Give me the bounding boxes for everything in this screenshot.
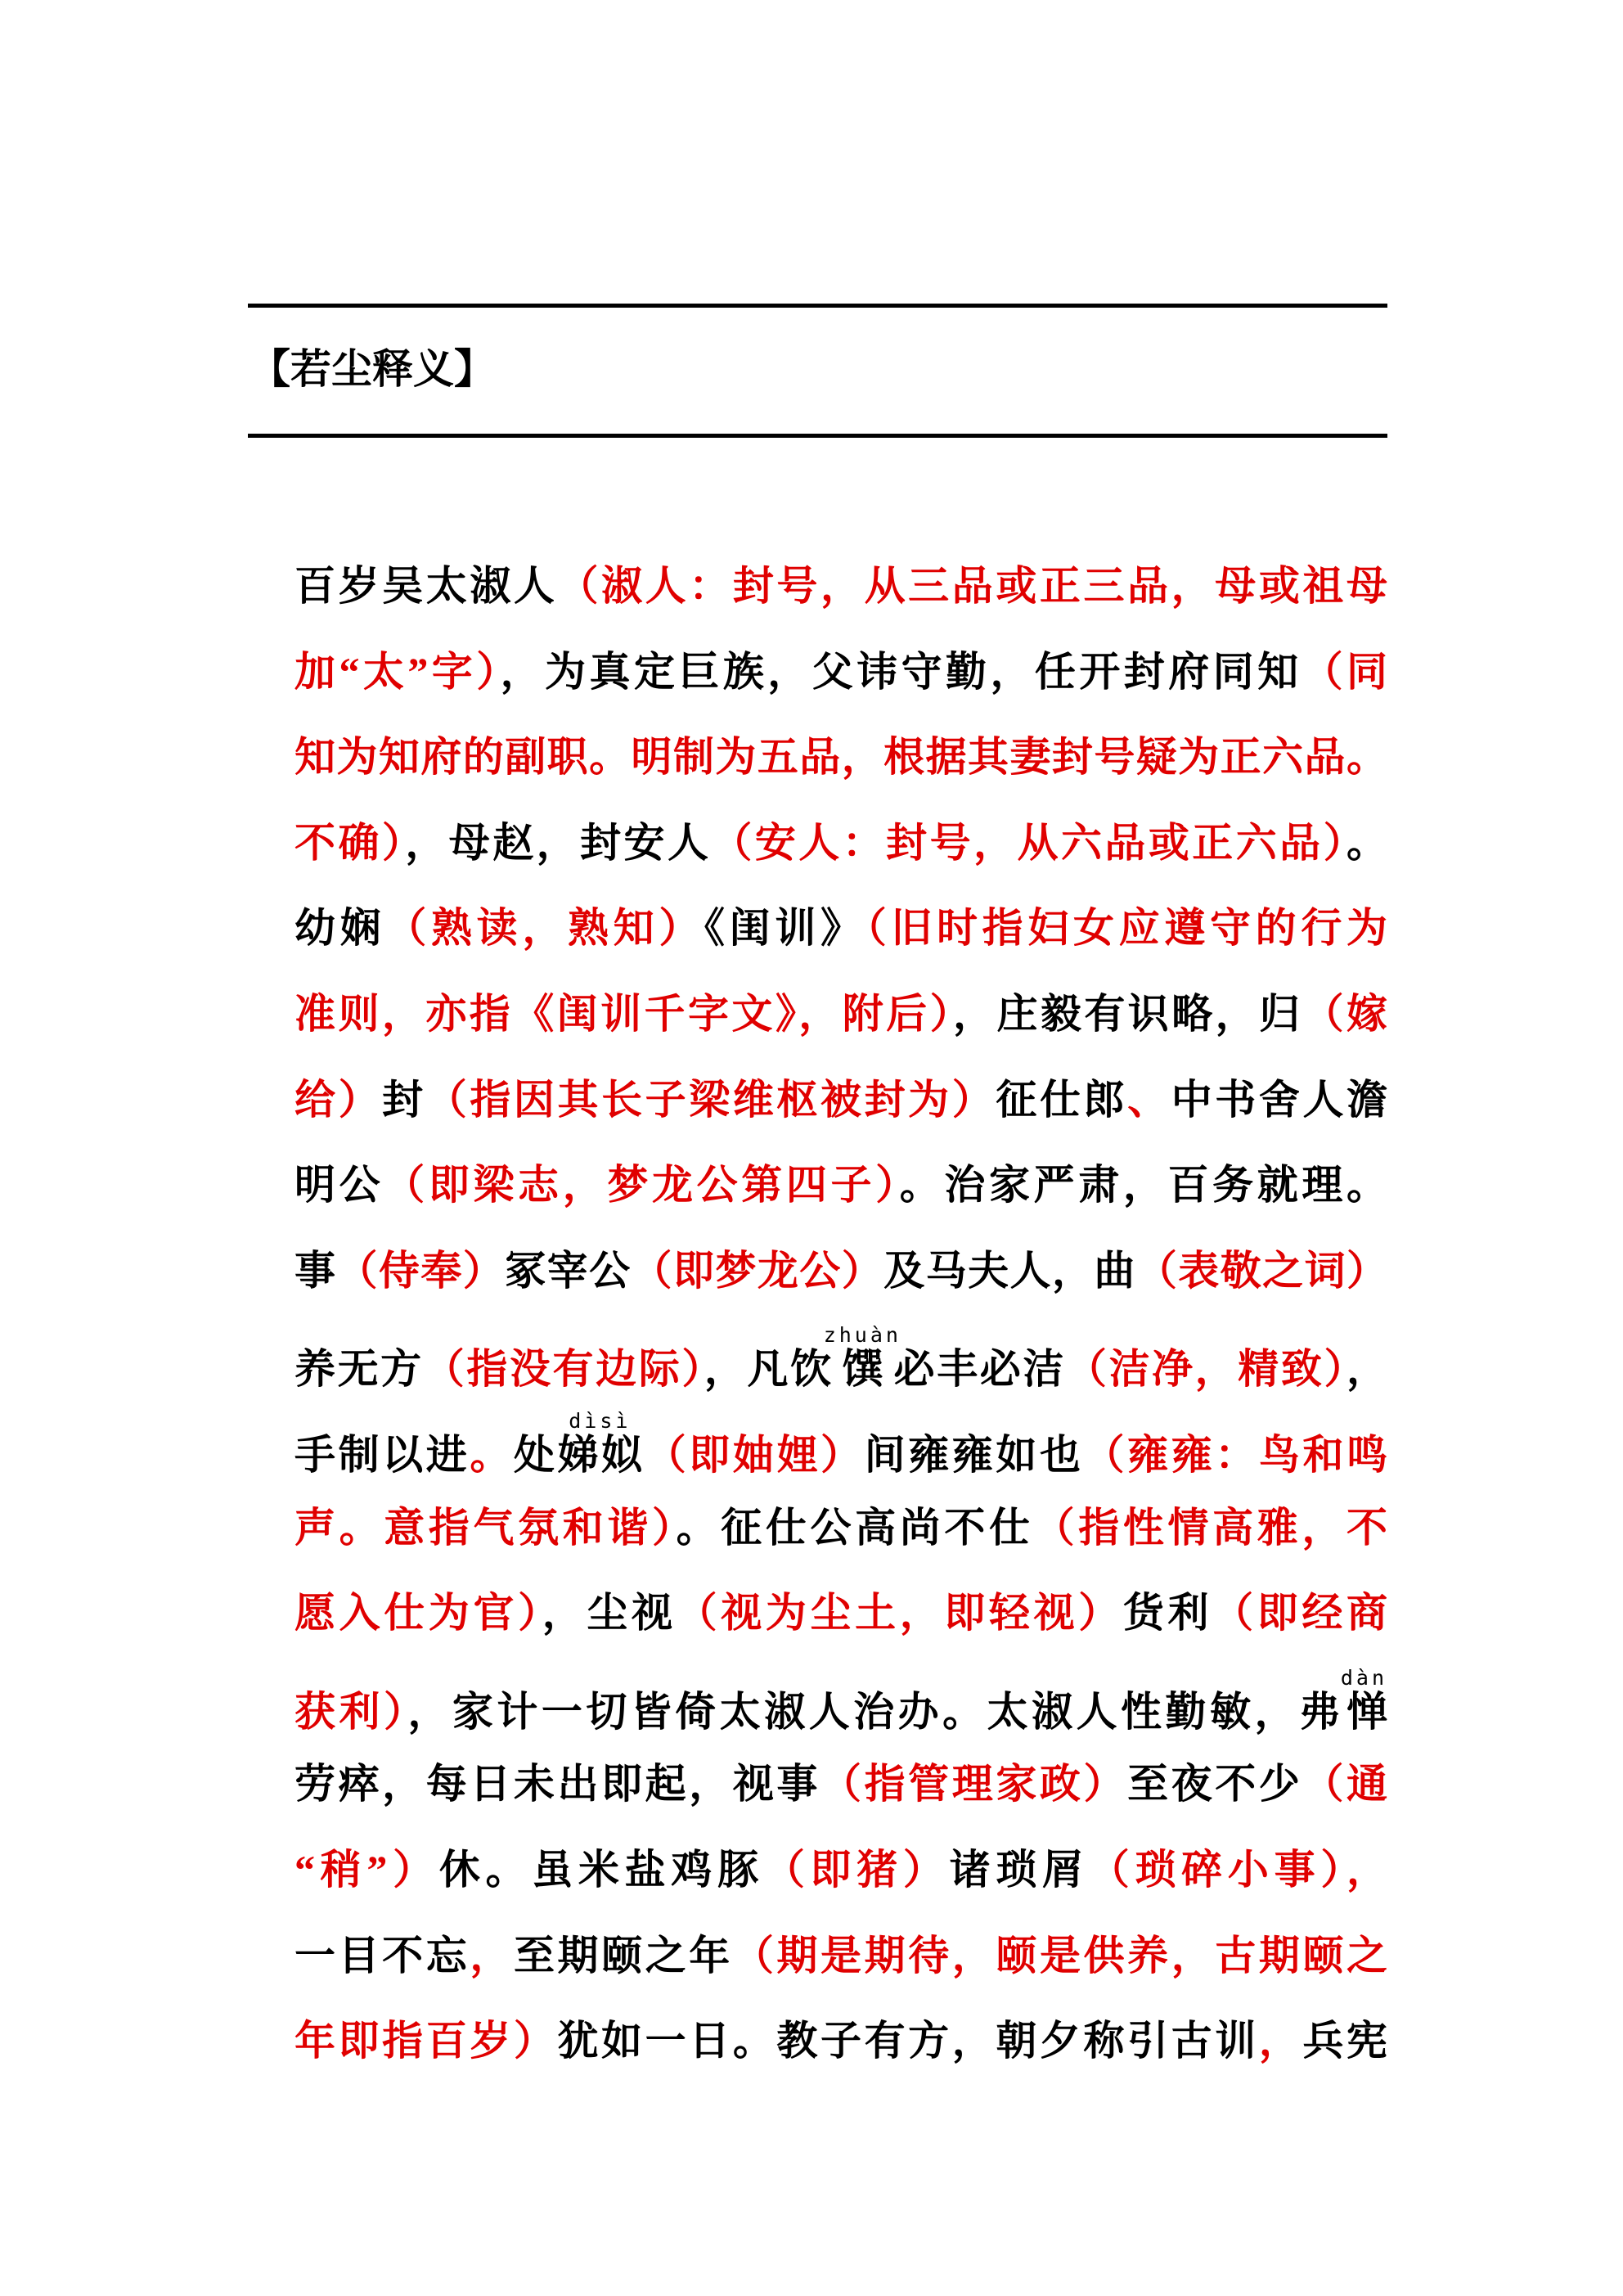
body-text: 手制以进	[294, 1431, 470, 1478]
body-text: 中书舍人澹	[1171, 1076, 1388, 1123]
annotation-text: ，	[470, 1932, 514, 1979]
body-text: 征仕郎	[996, 1076, 1128, 1123]
ruby-annotated-char	[1340, 1665, 1388, 1735]
body-text: 惮	[1340, 1688, 1388, 1735]
annotation-text: （雍雍：鸟和鸣	[1083, 1431, 1388, 1478]
annotation-text: 加“太”字）	[294, 648, 501, 695]
text-line	[294, 971, 1387, 1057]
annotation-text: （表敬之词）	[1135, 1247, 1388, 1294]
annotation-text: （嫁	[1302, 990, 1388, 1037]
body-text: 冢宰公	[505, 1247, 632, 1294]
text-line	[294, 1913, 1387, 1999]
annotation-text: 、	[1127, 1076, 1171, 1123]
body-text: 事	[294, 1247, 337, 1294]
annotation-text: （琐碎小事），	[1088, 1846, 1388, 1893]
annotation-text: （即经商	[1212, 1590, 1387, 1636]
annotation-text: 不确）	[294, 819, 406, 866]
text-line	[294, 714, 1387, 800]
text-line	[294, 543, 1387, 629]
body-text: 间雍雍如也	[864, 1431, 1084, 1478]
body-text: 幼娴	[294, 905, 386, 952]
annotation-text: （即猪）	[763, 1846, 950, 1893]
annotation-text: （期是期待，颐是供养，古期颐之	[732, 1932, 1388, 1979]
body-text: 诸琐屑	[949, 1846, 1089, 1893]
text-line	[294, 1570, 1387, 1656]
body-text: 娣姒	[557, 1431, 645, 1478]
text-line	[294, 885, 1387, 971]
text-line	[294, 1998, 1387, 2084]
body-text: 及马夫人，曲	[883, 1247, 1136, 1294]
body-text: 。	[1347, 819, 1388, 866]
top-rule	[248, 304, 1387, 308]
body-text: 犹如一日。教子有方，朝夕称引古训	[557, 2018, 1259, 2064]
pinyin-reading: dìsì	[557, 1408, 643, 1433]
annotation-text: （洁净，精致）	[1065, 1346, 1347, 1393]
body-text: ，母赵，封安人	[405, 819, 712, 866]
body-text: 《闺训》	[704, 905, 866, 952]
body-text: 一目不忘	[294, 1932, 470, 1979]
annotation-text: （安人：封号，从六品或正六品）	[711, 819, 1347, 866]
annotation-text: “稍”）	[294, 1846, 439, 1893]
annotation-text: 给）	[294, 1076, 383, 1123]
body-text: 。治家严肃，百务就理。	[899, 1162, 1387, 1209]
annotation-text: （视为尘土，即轻视）	[676, 1590, 1123, 1636]
section-heading: 【若尘释义】	[250, 346, 495, 392]
body-text: 百岁吴太淑人	[294, 563, 558, 609]
annotation-text: （侍奉）	[336, 1247, 506, 1294]
annotation-text: （指因其长子梁维枢被封为）	[425, 1076, 996, 1123]
body-text: 至期颐之年	[513, 1932, 733, 1979]
body-text: ，凡饮	[704, 1346, 834, 1393]
text-line	[294, 1665, 1388, 1755]
text-line	[294, 800, 1387, 886]
annotation-text: （指性情高雅，不	[1033, 1504, 1387, 1551]
pinyin-reading: zhuàn	[823, 1323, 901, 1348]
text-line	[294, 1142, 1387, 1228]
body-text: ，庄毅有识略，归	[953, 990, 1303, 1037]
annotation-text: （淑人：封号，从三品或正三品，母或祖母	[557, 563, 1387, 609]
annotation-text: 年即指百岁）	[294, 2018, 558, 2064]
body-text: 休。虽米盐鸡豚	[438, 1846, 764, 1893]
body-text: 兵宪	[1302, 2018, 1388, 2064]
annotation-text: （通	[1302, 1761, 1388, 1808]
text-line	[294, 1323, 1388, 1412]
bottom-rule	[248, 434, 1387, 438]
body-text: 货利	[1122, 1590, 1213, 1636]
text-line	[294, 629, 1387, 715]
body-text: 封	[382, 1076, 426, 1123]
body-text: 必丰必洁	[891, 1346, 1066, 1393]
ruby-annotated-char	[557, 1408, 645, 1478]
body-text: 至夜不少	[1127, 1761, 1303, 1808]
body-text: ，家计一切皆倚太淑人治办。太淑人性勤敏，弗	[407, 1688, 1344, 1735]
annotation-text: ，	[1258, 2018, 1303, 2064]
annotation-text: （指管理家政）	[820, 1761, 1128, 1808]
text-line	[294, 1408, 1388, 1498]
ruby-annotated-char	[823, 1323, 901, 1393]
annotation-text: （即梁志，梦龙公第四子）	[384, 1162, 900, 1209]
text-line	[294, 1057, 1387, 1143]
annotation-text: （指没有边际）	[423, 1346, 704, 1393]
body-text: ，为真定巨族，父讳守勤，任开封府同知	[500, 648, 1302, 695]
annotation-text: （即妯娌）	[645, 1431, 865, 1478]
body-text: 处	[513, 1431, 558, 1478]
annotation-text: （旧时指妇女应遵守的行为	[865, 905, 1388, 952]
text-line	[294, 1228, 1387, 1314]
annotation-text: 准则，亦指《闺训千字文》，附后）	[294, 990, 954, 1037]
annotation-text: 知为知府的副职。明制为五品，根据其妻封号疑为正六品。	[294, 734, 1387, 781]
annotation-text: 。	[470, 1431, 514, 1478]
annotation-text: （即梦龙公）	[631, 1247, 884, 1294]
body-text: 。征仕公高尚不仕	[676, 1504, 1034, 1551]
body-text: 明公	[294, 1162, 384, 1209]
body-text: 劳瘁，每日未出即起，视事	[294, 1761, 820, 1808]
body-text: 馔	[823, 1346, 901, 1393]
body-text: 养无方	[294, 1346, 424, 1393]
pinyin-reading: dàn	[1340, 1665, 1388, 1690]
annotation-text: 获利）	[294, 1688, 408, 1735]
annotation-text: （熟读，熟知）	[385, 905, 705, 952]
annotation-text: （同	[1302, 648, 1388, 695]
annotation-text: 声。意指气氛和谐）	[294, 1504, 677, 1551]
body-text: ，尘视	[542, 1590, 677, 1636]
text-line	[294, 1827, 1387, 1913]
annotation-text: 愿入仕为官）	[294, 1590, 542, 1636]
body-text: ，	[1347, 1346, 1388, 1393]
text-body	[294, 543, 1387, 2084]
